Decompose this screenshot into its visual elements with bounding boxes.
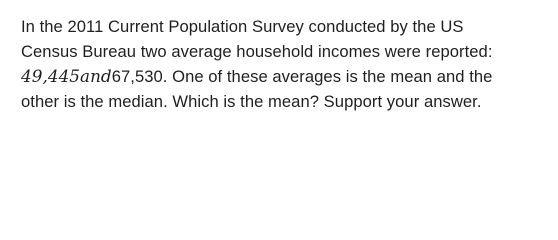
question-line-2: Census Bureau two average household incomes were reported:	[21, 41, 493, 61]
rendered-math-fragment: 49,445and	[21, 66, 112, 86]
question-line-1: In the 2011 Current Population Survey conducted by the US	[21, 17, 464, 36]
question-text	[21, 15, 541, 114]
question-line-3	[21, 64, 541, 90]
question-line-3-rest: 67,530. One of these averages is the mean and the	[111, 67, 493, 86]
question-line-4: other is the median. Which is the mean? Support your answer.	[21, 91, 482, 111]
